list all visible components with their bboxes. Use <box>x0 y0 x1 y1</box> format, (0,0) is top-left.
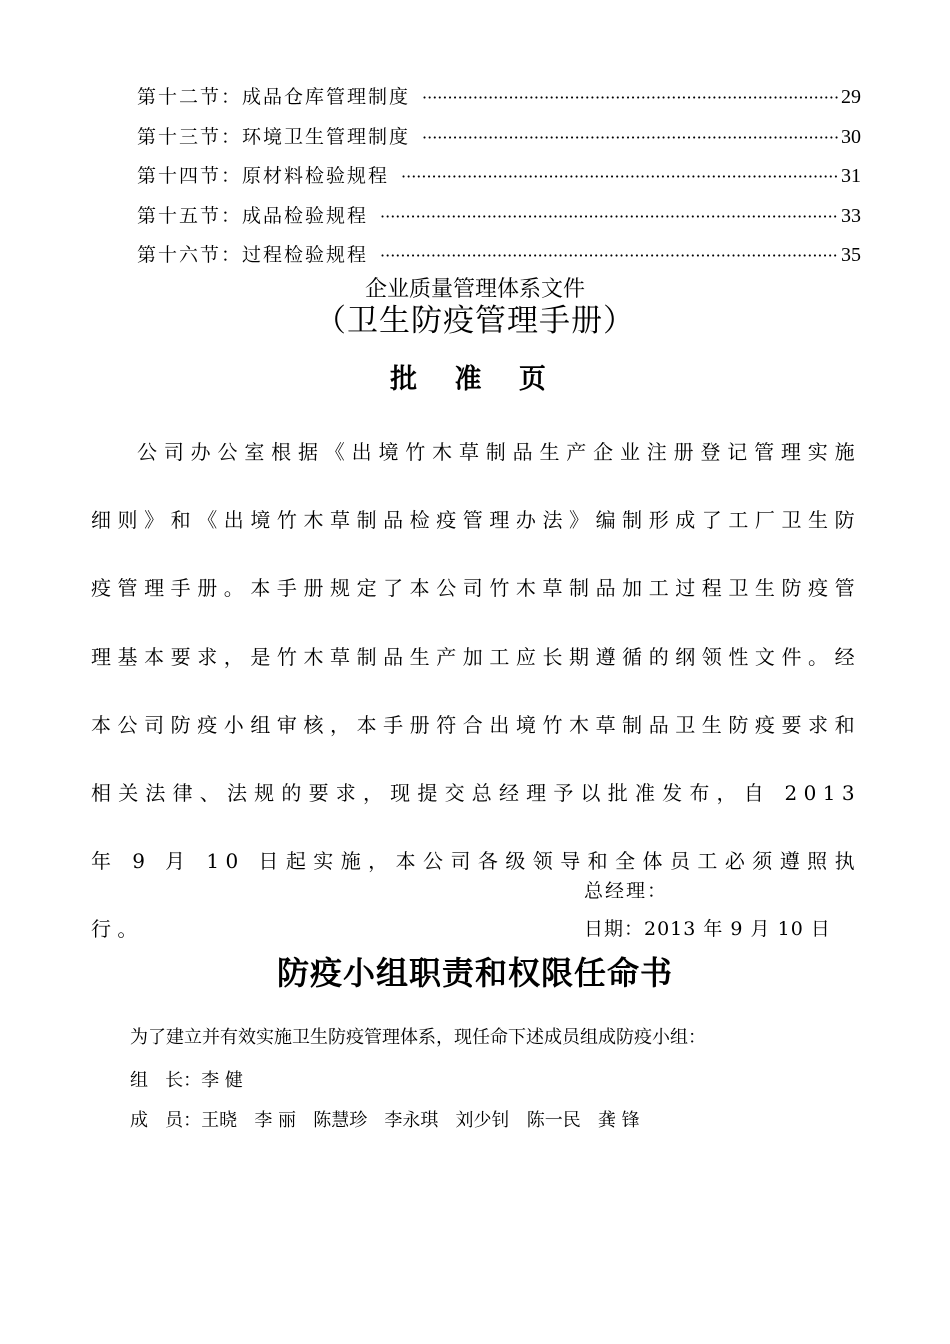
toc-entry-page: 31 <box>841 165 861 187</box>
table-of-contents <box>137 82 861 280</box>
toc-dot-leader <box>401 167 839 186</box>
toc-entry-label: 第十五节：成品检验规程 <box>137 204 369 227</box>
approval-body-text: 公司办公室根据《出境竹木草制品生产企业注册登记管理实施细则》和《出境竹木草制品检疫管理办法》编制形成了工厂卫生防疫管理手册。本手册规定了本公司竹木草制品加工过程卫生防疫管理基本要求，是竹木草制品生产加工应长期遵循的纲领性文件。经本公司防疫小组审核，本手册符合出境竹木草制品卫生防疫要求和相关法律、法规的要求，现提交总经理予以批准发布，自 2013 年 9 月 10 日起实施，本公司各级领导和全体员工必须遵照执行。 <box>91 440 861 942</box>
general-manager-signature-label: 总经理： <box>584 880 669 902</box>
approval-date: 日期：2013 年 9 月 10 日 <box>584 918 831 940</box>
toc-entry[interactable] <box>137 161 861 201</box>
toc-dot-leader <box>422 88 839 107</box>
toc-dot-leader <box>380 207 839 226</box>
toc-entry-page: 35 <box>841 244 861 266</box>
toc-dot-leader <box>422 128 839 147</box>
team-members-line: 成 员：王晓 李 丽 陈慧珍 李永琪 刘少钊 陈一民 龚 锋 <box>130 1110 640 1131</box>
document-subtitle: 企业质量管理体系文件 <box>364 277 585 302</box>
toc-entry-page: 29 <box>841 86 861 108</box>
toc-entry-label: 第十四节：原材料检验规程 <box>137 165 390 187</box>
document-title: （卫生防疫管理手册） <box>315 303 635 339</box>
toc-entry-page: 33 <box>841 204 861 227</box>
toc-entry[interactable] <box>137 122 861 162</box>
toc-dot-leader <box>380 246 839 265</box>
toc-entry-page: 30 <box>841 125 861 148</box>
appointment-intro: 为了建立并有效实施卫生防疫管理体系，现任命下述成员组成防疫小组： <box>130 1027 706 1048</box>
approval-page-heading: 批 准 页 <box>390 364 560 395</box>
team-leader-line: 组 长：李 健 <box>130 1070 243 1091</box>
toc-entry-label: 第十三节：环境卫生管理制度 <box>137 125 411 148</box>
toc-entry-label: 第十二节：成品仓库管理制度 <box>137 86 411 108</box>
toc-entry-label: 第十六节：过程检验规程 <box>137 244 369 266</box>
appointment-heading: 防疫小组职责和权限任命书 <box>276 954 673 992</box>
toc-entry[interactable] <box>137 82 861 122</box>
toc-entry[interactable] <box>137 201 861 241</box>
